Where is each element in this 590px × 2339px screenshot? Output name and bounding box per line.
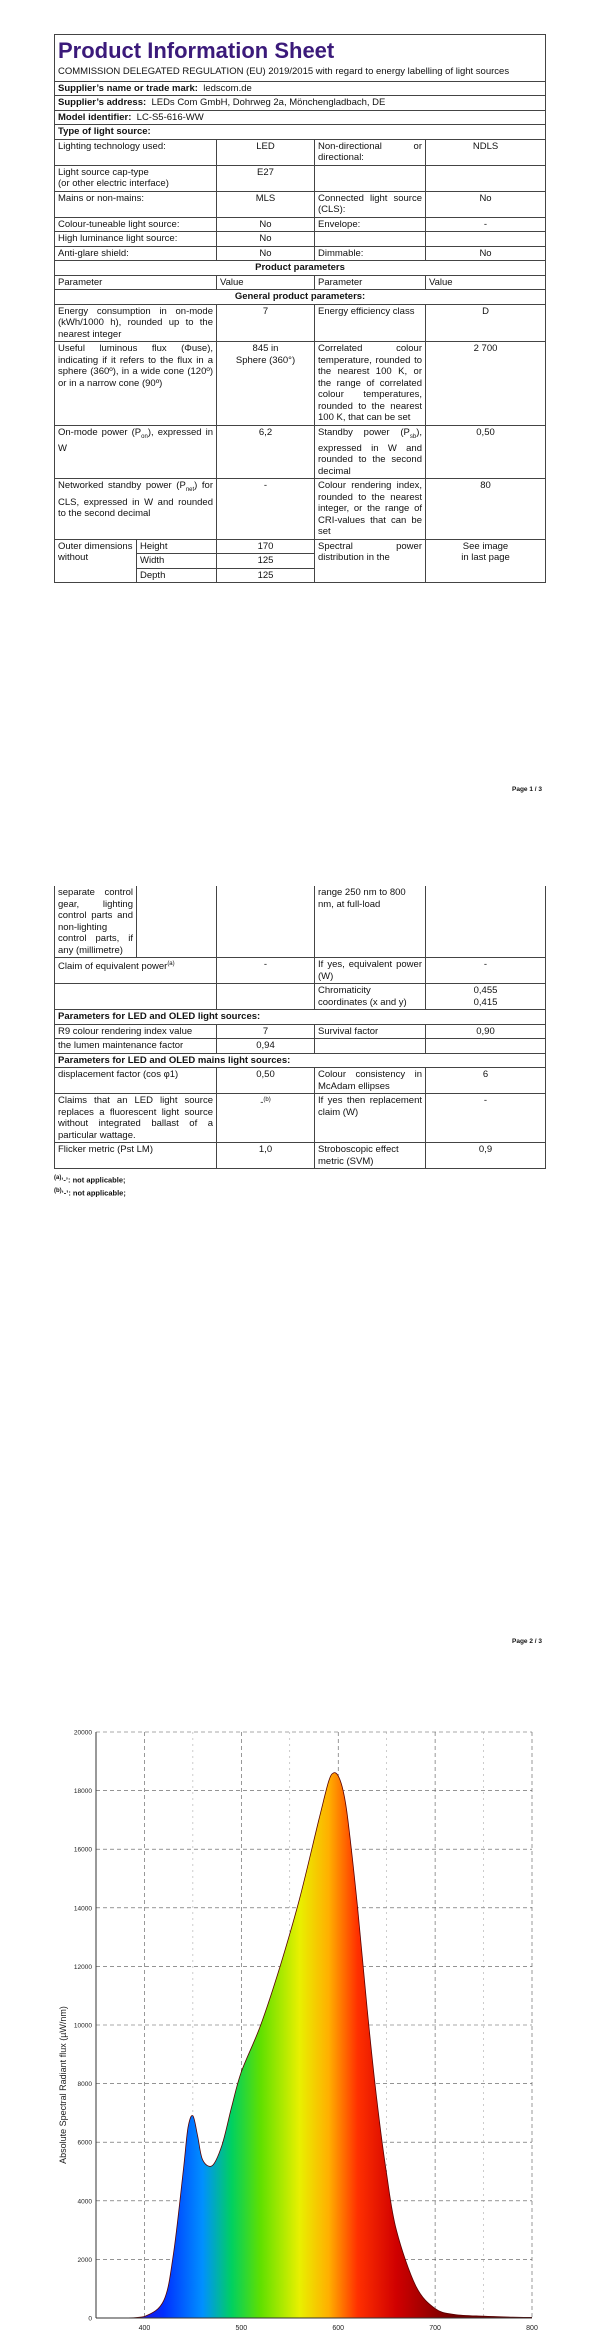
type-label: Light source cap-type [58,166,149,178]
y-tick-label: 12000 [73,1963,92,1971]
equivalent-power-yes-value: - [426,958,546,984]
networked-standby-label: Networked standby power $(P_{net})$ for CLS, expressed in W and rounded to the second decimal [55,479,217,540]
survival-factor-value: 0,90 [426,1024,546,1039]
type-row [55,246,546,261]
type-label-sub: (or other electric interface) [58,178,169,189]
standby-power-label: Standby power $(P_{sb})$, expressed in W and rounded to the second decimal [315,425,426,479]
type-value: MLS [217,191,315,217]
stroboscopic-value: 0,9 [426,1143,546,1169]
x-tick-label: 600 [332,2325,345,2332]
type-value: No [217,217,315,232]
on-mode-power-label: On-mode power $(P_{on})$, expressed in W [55,425,217,479]
spectral-chart-svg [54,1726,545,2334]
equivalent-power-value: - [217,958,315,984]
height-value: 170 [217,539,315,554]
page-1 [0,0,590,800]
type-row [55,232,546,247]
type-value: E27 [217,165,315,191]
type-row [55,217,546,232]
page-number-2: Page 2 / 3 [512,1638,542,1645]
y-axis-label: Absolute Spectral Radiant flux (µW/nm) [58,2006,68,2164]
model-identifier-value: LC-S5-616-WW [136,111,204,123]
type-label: Envelope: [315,217,426,232]
luminous-flux-value: 845 in [252,343,279,354]
info-sheet-page-2 [54,886,545,1198]
energy-consumption-label: Energy consumption in on-mode (kWh/1000 h), rounded up to the nearest integer [55,304,217,342]
type-section-heading: Type of light source: [55,125,546,140]
page-title: Product Information Sheet [58,38,335,63]
height-label: Height [137,539,217,554]
cct-label: Correlated colour temperature, rounded to the nearest 100 K, or the range of correlated colour temperatures, rounded to the nearest 100 K, that can be set [315,342,426,426]
colour-consistency-label: Colour consistency in McAdam ellipses [315,1068,426,1094]
lumen-maintenance-label: the lumen maintenance factor [55,1039,217,1054]
type-label: Colour-tuneable light source: [55,217,217,232]
energy-efficiency-value: D [426,304,546,342]
y-tick-label: 10000 [73,2022,92,2030]
footnote-b: $^{(b)}$‘-’: not applicable; [54,1187,126,1197]
y-tick-label: 18000 [73,1788,92,1796]
x-tick-label: 500 [235,2325,248,2332]
spd-label-continued: range 250 nm to 800 nm, at full-load [315,886,426,958]
width-label: Width [137,554,217,569]
type-value: NDLS [426,139,546,165]
displacement-factor-value: 0,50 [217,1068,315,1094]
r9-label: R9 colour rendering index value [55,1024,217,1039]
energy-consumption-value: 7 [217,304,315,342]
y-tick-label: 16000 [73,1846,92,1854]
y-tick-label: 4000 [77,2198,92,2206]
type-label: Anti-glare shield: [55,246,217,261]
general-params-heading: General product parameters: [55,290,546,305]
survival-factor-label: Survival factor [315,1024,426,1039]
equivalent-power-yes-label: If yes, equivalent power (W) [315,958,426,984]
model-identifier-label: Model identifier: [58,111,132,123]
colour-consistency-value: 6 [426,1068,546,1094]
type-label: Connected light source (CLS): [315,191,426,217]
cri-value: 80 [426,479,546,540]
type-row [55,165,546,191]
footnote-a: $^{(a)}$‘-’: not applicable; [54,1175,126,1185]
y-tick-label: 6000 [77,2139,92,2147]
spd-label: Spectral power distribution in the [315,539,426,583]
stroboscopic-label: Stroboscopic effect metric (SVM) [315,1143,426,1169]
width-value: 125 [217,554,315,569]
regulation-text: COMMISSION DELEGATED REGULATION (EU) 2019/2015 with regard to energy labelling of light sources [58,66,510,77]
chromaticity-label: Chromaticity coordinates (x and y) [315,984,426,1010]
type-value: LED [217,139,315,165]
spd-value-2: in last page [461,552,510,564]
displacement-factor-label: displacement factor (cos φ1) [55,1068,217,1094]
cri-label: Colour rendering index, rounded to the nearest integer, or the range of CRI-values that can be set [315,479,426,540]
networked-standby-value: - [217,479,315,540]
type-label [315,232,426,247]
spectrum-area [125,1773,532,2318]
type-value: No [217,232,315,247]
type-label: Lighting technology used: [55,139,217,165]
depth-value: 125 [217,568,315,583]
page-number-1: Page 1 / 3 [512,786,542,793]
info-sheet-page-1 [54,34,545,583]
column-headers [55,275,546,290]
product-params-heading: Product parameters [55,261,546,276]
supplier-name-label: Supplier’s name or trade mark: [58,82,198,94]
supplier-name-value: ledscom.de [203,82,252,94]
x-tick-label: 800 [526,2325,538,2332]
on-mode-power-value: 6,2 [217,425,315,479]
cct-value: 2 700 [426,342,546,426]
spd-value: See image [462,540,509,552]
type-label [315,165,426,191]
type-label: High luminance light source: [55,232,217,247]
replacement-claim-label: If yes then replacement claim (W) [315,1094,426,1143]
y-tick-label: 2000 [77,2256,92,2264]
dimensions-label: Outer dimensions without [55,539,137,583]
col-header-parameter: Parameter [55,275,217,290]
type-label: Dimmable: [315,246,426,261]
type-label: Non-directional or directional: [315,139,426,165]
r9-value: 7 [217,1024,315,1039]
mains-params-heading: Parameters for LED and OLED mains light sources: [55,1053,546,1068]
type-row [55,139,546,165]
type-value [426,232,546,247]
replacement-claim-value: - [426,1094,546,1143]
type-value [426,165,546,191]
col-header-value: Value [217,275,315,290]
dimensions-label-continued: separate control gear, lighting control parts and non-lighting control parts, if any (millimetre) [55,886,137,958]
fluorescent-claim-value: -$^{(b)}$ [217,1094,315,1143]
type-value: No [426,191,546,217]
type-row [55,191,546,217]
y-tick-label: 0 [88,2315,92,2323]
chromaticity-x: 0,455 [473,985,498,996]
energy-efficiency-label: Energy efficiency class [315,304,426,342]
page-2 [0,860,590,1660]
product-info-table-part-1 [54,34,546,583]
supplier-address-label: Supplier’s address: [58,97,147,108]
lumen-maintenance-value: 0,94 [217,1039,315,1054]
x-tick-label: 400 [138,2325,151,2332]
standby-power-value: 0,50 [426,425,546,479]
chart-series [125,1773,532,2318]
type-value: No [426,246,546,261]
x-tick-label: 700 [429,2325,441,2332]
equivalent-power-label: Claim of equivalent power$^{(a)}$ [55,958,217,984]
type-value: - [426,217,546,232]
luminous-flux-label: Useful luminous flux (Φuse), indicating if it refers to the flux in a sphere (360º), in a wide cone (120º) or in a narrow cone (90º) [55,342,217,426]
depth-label: Depth [137,568,217,583]
chromaticity-y: 0,415 [473,996,498,1008]
product-info-table-part-2 [54,886,546,1169]
led-params-heading: Parameters for LED and OLED light sources: [55,1010,546,1025]
supplier-address-value: LEDs Com GmbH, Dohrweg 2a, Mönchengladbach, DE [151,97,386,108]
col-header-value: Value [426,275,546,290]
spectral-distribution-chart [54,1726,545,2334]
luminous-flux-value-unit: Sphere (360°) [235,354,296,366]
col-header-parameter: Parameter [315,275,426,290]
y-tick-label: 20000 [73,1729,92,1737]
flicker-metric-label: Flicker metric (Pst LM) [55,1143,217,1169]
y-tick-label: 14000 [73,1905,92,1913]
y-tick-label: 8000 [77,2081,92,2089]
fluorescent-claim-label: Claims that an LED light source replaces a fluorescent light source without integrated ballast of a particular wattage. [55,1094,217,1143]
flicker-metric-value: 1,0 [217,1143,315,1169]
type-label: Mains or non-mains: [55,191,217,217]
type-value: No [217,246,315,261]
